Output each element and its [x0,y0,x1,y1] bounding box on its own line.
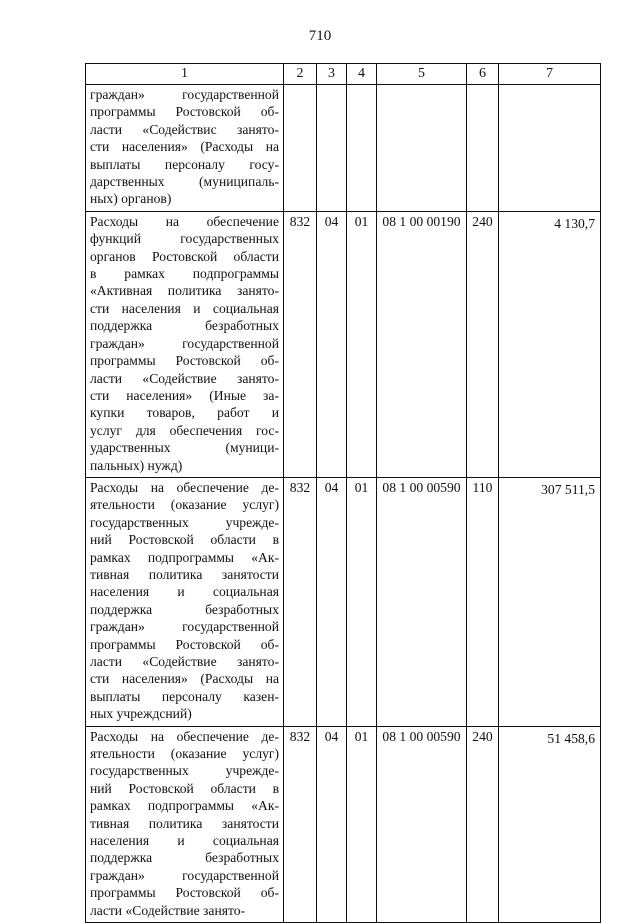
row-description [86,726,284,922]
row-subsection-code [347,726,377,922]
header-col-3: 3 [317,64,347,85]
description-line: населения и социальная [90,584,279,600]
row-section-code-value: 04 [324,479,339,495]
description-line: дарственных (муниципаль- [90,174,279,190]
description-line: ний Ростовской области в [90,780,279,796]
description-line: сти населения» (Расходы на [90,139,279,155]
description-line: рамках подпрограммы «Ак- [90,798,279,814]
description-line: тивная политика занятости [90,815,279,831]
description-line: сти населения» (Расходы на [90,671,279,687]
row-subsection-code-value: 01 [354,213,369,229]
description-line: «Активная политика занято- [90,283,279,299]
row-section-code-value: 04 [324,728,339,744]
description-line: программы Ростовской об- [90,353,279,369]
description-line: рамках подпрограммы «Ак- [90,549,279,565]
row-subsection-code-value [347,85,376,86]
header-col-5: 5 [377,64,467,85]
description-line: сти населения» (Иные за- [90,387,279,403]
row-subsection-code [347,211,377,477]
row-amount [499,211,601,477]
description-line: ных) органов) [90,191,172,207]
row-expense-type-value: 240 [472,728,493,744]
description-line: ударственных (муници- [90,440,279,456]
row-description [86,85,284,212]
header-col-7: 7 [499,64,601,85]
row-expense-type-value: 110 [472,479,493,495]
row-ministry-code [284,211,317,477]
table-row [86,477,601,726]
row-subsection-code [347,85,377,212]
description-line: функций государственных [90,231,279,247]
description-line: программы Ростовской об- [90,636,279,652]
description-line: Расходы на обеспечение де- [90,479,279,495]
row-ministry-code [284,726,317,922]
row-amount-value [499,87,595,88]
header-col-4: 4 [347,64,377,85]
row-expense-type [467,85,499,212]
header-col-2: 2 [284,64,317,85]
row-target-article-value: 08 1 00 00590 [382,479,461,495]
header-col-1: 1 [86,64,284,85]
budget-table [85,63,601,923]
description-line: выплаты персоналу казен- [90,688,279,704]
row-target-article [377,477,467,726]
row-target-article [377,211,467,477]
row-target-article [377,726,467,922]
row-amount-value: 307 511,5 [541,481,595,497]
row-target-article-value: 08 1 00 00590 [382,728,461,744]
row-section-code [317,477,347,726]
description-line: программы Ростовской об- [90,885,279,901]
row-target-article-value: 08 1 00 00190 [382,213,461,229]
description-line: ласти «Содействие занято- [90,902,246,918]
description-line: ласти «Содействие занято- [90,654,279,669]
table-row [86,85,601,212]
row-subsection-code [347,477,377,726]
row-section-code [317,211,347,477]
description-line: граждан» государственной [90,87,279,102]
description-line: программы Ростовской об- [90,104,279,120]
description-line: купки товаров, работ и [90,405,279,421]
row-section-code [317,85,347,212]
row-ministry-code-value: 832 [289,728,311,744]
description-line: поддержка безработных [90,850,279,866]
description-line: ятельности (оказание услуг) [90,497,279,513]
row-amount [499,477,601,726]
row-ministry-code-value: 832 [289,479,311,495]
row-subsection-code-value: 01 [354,728,369,744]
row-expense-type-value [467,85,498,86]
row-amount-value: 4 130,7 [554,215,595,231]
description-line: государственных учрежде- [90,763,279,779]
description-line: ласти «Содействис занято- [90,121,279,137]
header-row [86,64,601,85]
row-target-article [377,85,467,212]
description-line: органов Ростовской области [90,248,279,264]
description-line: граждан» государственной [90,619,279,635]
row-target-article-value [377,85,466,86]
row-ministry-code-value [284,85,316,86]
description-line: выплаты персоналу госу- [90,156,279,172]
table-row [86,211,601,477]
row-section-code-value: 04 [324,213,339,229]
page-number: 710 [308,28,332,44]
row-subsection-code-value: 01 [354,479,369,495]
description-line: Расходы на обеспечение [90,213,279,229]
description-line: пальных) нужд) [90,457,183,473]
description-line: поддержка безработных [90,601,279,617]
description-line: поддержка безработных [90,318,279,334]
description-line: ний Ростовской области в [90,532,279,548]
row-expense-type [467,211,499,477]
row-description [86,477,284,726]
row-expense-type [467,477,499,726]
row-ministry-code-value: 832 [289,213,311,229]
description-line: населения и социальная [90,833,279,849]
table-row [86,726,601,922]
description-line: сти населения и социальная [90,300,279,316]
description-line: государственных учрежде- [90,514,279,530]
header-col-6: 6 [467,64,499,85]
row-amount [499,726,601,922]
description-line: ных учреждсний) [90,706,192,722]
description-line: в рамках подпрограммы [90,266,279,282]
row-expense-type-value: 240 [472,213,493,229]
description-line: граждан» государственной [90,867,279,883]
description-line: ласти «Содействие занято- [90,370,279,386]
row-amount-value: 51 458,6 [547,730,595,746]
description-line: тивная политика занятости [90,566,279,582]
row-section-code [317,726,347,922]
row-ministry-code [284,85,317,212]
description-line: Расходы на обеспечение де- [90,728,279,744]
row-expense-type [467,726,499,922]
description-line: услуг для обеспечения гос- [90,422,279,438]
description-line: ятельности (оказание услуг) [90,746,279,762]
row-ministry-code [284,477,317,726]
row-amount [499,85,601,212]
row-description [86,211,284,477]
table-body [86,85,601,923]
row-section-code-value [317,85,346,86]
description-line: граждан» государственной [90,335,279,351]
